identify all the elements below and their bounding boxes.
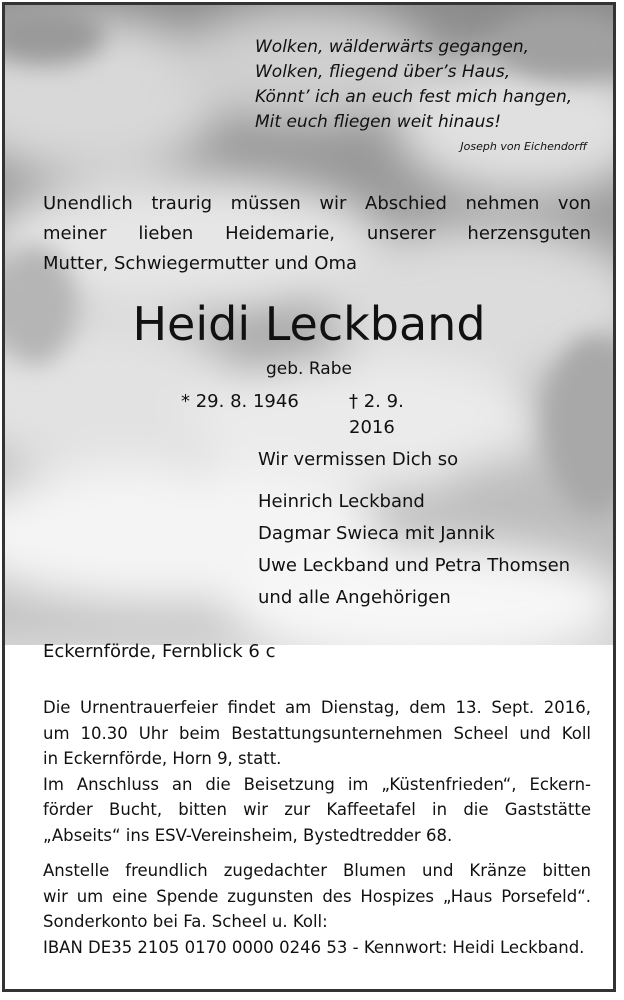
mourner-name: Heinrich Leckband	[258, 491, 425, 512]
funeral-notice	[43, 695, 591, 960]
donation-line: Anstelle freundlich zugedachter Blumen und Kränze bitten	[43, 861, 591, 880]
poem	[255, 35, 595, 153]
ceremony-line: in Eckernförde, Horn 9, statt.	[43, 749, 282, 768]
coffee-line: „Abseits“ ins ESV-Vereinsheim, Bystedtredder 68.	[43, 825, 453, 845]
mourner-name: Uwe Leckband und Petra Thomsen	[258, 555, 571, 576]
poem-author: Joseph von Eichendorff	[460, 140, 587, 153]
mourner-name: und alle Angehörigen	[258, 587, 451, 608]
ceremony-line: um 10.30 Uhr beim Bestattungsunternehmen Scheel und Koll	[43, 723, 591, 743]
ceremony-line: Die Urnentrauerfeier findet am Dienstag, dem 13. Sept. 2016,	[43, 698, 591, 717]
maiden-name: geb. Rabe	[266, 359, 352, 379]
coffee-line: förder Bucht, bitten wir zur Kaffeetafel in die Gaststätte	[43, 800, 591, 819]
deceased-name: Heidi Leckband	[132, 297, 486, 351]
mourners-list	[258, 486, 570, 614]
birth-date: * 29. 8. 1946	[181, 391, 299, 412]
intro-line: Mutter, Schwiegermutter und Oma	[43, 253, 358, 274]
obituary-notice	[2, 2, 616, 992]
poem-line: Mit euch fliegen weit hinaus!	[255, 112, 502, 132]
family-address: Eckernförde, Fernblick 6 c	[43, 641, 276, 662]
poem-line: Wolken, wälderwärts gegangen,	[255, 37, 530, 57]
paragraph-gap	[43, 848, 591, 858]
mourners-heading: Wir vermissen Dich so	[258, 449, 459, 470]
poem-line: Könnt’ ich an euch fest mich hangen,	[255, 87, 573, 107]
donation-line: Sonderkonto bei Fa. Scheel u. Koll:	[43, 912, 328, 931]
intro-line: Unendlich traurig müssen wir Abschied nehmen von	[43, 193, 591, 214]
coffee-line: Im Anschluss an die Beisetzung im „Küstenfrieden“, Eckern-	[43, 774, 591, 794]
mourner-name: Dagmar Swieca mit Jannik	[258, 523, 495, 544]
donation-line: IBAN DE35 2105 0170 0000 0246 53 - Kennwort: Heidi Leckband.	[43, 937, 585, 957]
death-date: † 2. 9. 2016	[349, 391, 404, 438]
intro-text	[43, 189, 591, 279]
donation-line: wir um eine Spende zugunsten des Hospizes „Haus Porsefeld“.	[43, 886, 591, 906]
intro-line: meiner lieben Heidemarie, unserer herzensguten	[43, 223, 591, 244]
poem-line: Wolken, fliegend über’s Haus,	[255, 62, 511, 82]
